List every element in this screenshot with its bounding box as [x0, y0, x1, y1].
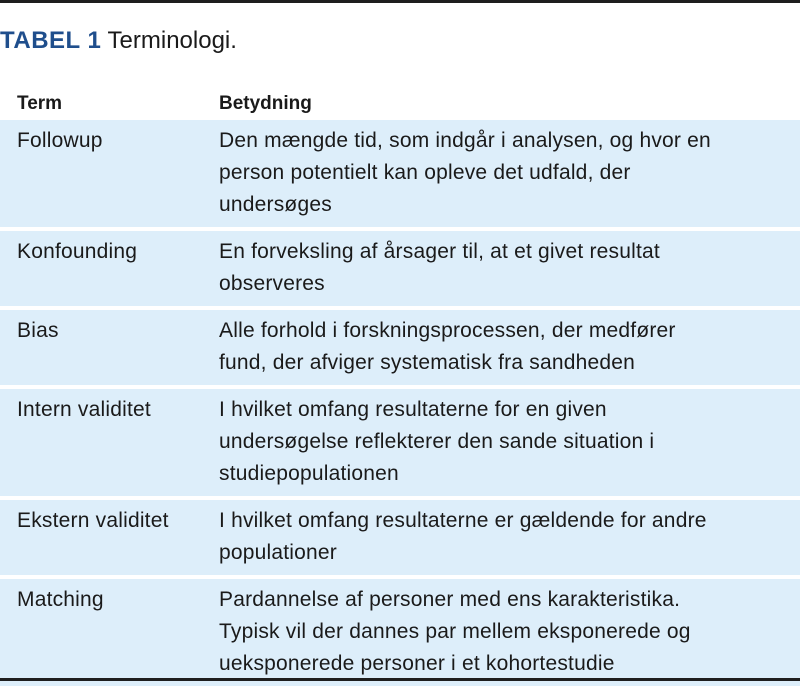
table-caption	[0, 26, 237, 56]
definition-line: undersøges	[219, 193, 332, 216]
definition-line: person potentielt kan opleve det udfald, der	[219, 161, 631, 184]
definition-line: Pardannelse af personer med ens karakteristika.	[219, 588, 681, 611]
table-row	[0, 500, 800, 575]
caption-label: TABEL 1	[0, 27, 102, 54]
term-cell: Konfounding	[17, 240, 138, 263]
table-row	[0, 579, 800, 686]
definition-line: Typisk vil der dannes par mellem eksponerede og	[219, 620, 691, 643]
header-term: Term	[17, 93, 63, 114]
definition-cell	[219, 231, 800, 306]
table-row	[0, 120, 800, 227]
table-row	[0, 310, 800, 385]
definition-cell	[219, 579, 800, 686]
table-header-row	[0, 86, 800, 120]
definition-line: Den mængde tid, som indgår i analysen, og hvor en	[219, 129, 711, 152]
definition-cell	[219, 120, 800, 227]
definition-line: studiepopulationen	[219, 462, 399, 485]
term-cell: Ekstern validitet	[17, 509, 169, 532]
term-cell: Bias	[17, 319, 59, 342]
caption-title: Terminologi.	[107, 27, 237, 54]
top-rule	[0, 0, 800, 3]
definition-line: Alle forhold i forskningsprocessen, der medfører	[219, 319, 676, 342]
definition-cell	[219, 310, 800, 385]
bottom-rule	[0, 678, 800, 681]
table-row	[0, 231, 800, 306]
header-definition: Betydning	[219, 93, 312, 114]
definition-cell	[219, 389, 800, 496]
definition-line: observeres	[219, 272, 325, 295]
definition-line: I hvilket omfang resultaterne er gældende for andre	[219, 509, 707, 532]
definition-line: I hvilket omfang resultaterne for en given	[219, 398, 607, 421]
terminology-table	[0, 86, 800, 690]
term-cell: Matching	[17, 588, 104, 611]
definition-line: populationer	[219, 541, 337, 564]
term-cell: Intern validitet	[17, 398, 151, 421]
definition-line: En forveksling af årsager til, at et givet resultat	[219, 240, 660, 263]
definition-line: fund, der afviger systematisk fra sandheden	[219, 351, 635, 374]
definition-line: undersøgelse reflekterer den sande situation i	[219, 430, 655, 453]
definition-cell	[219, 500, 800, 575]
table-row	[0, 389, 800, 496]
definition-line: ueksponerede personer i et kohortestudie	[219, 652, 615, 675]
term-cell: Followup	[17, 129, 103, 152]
